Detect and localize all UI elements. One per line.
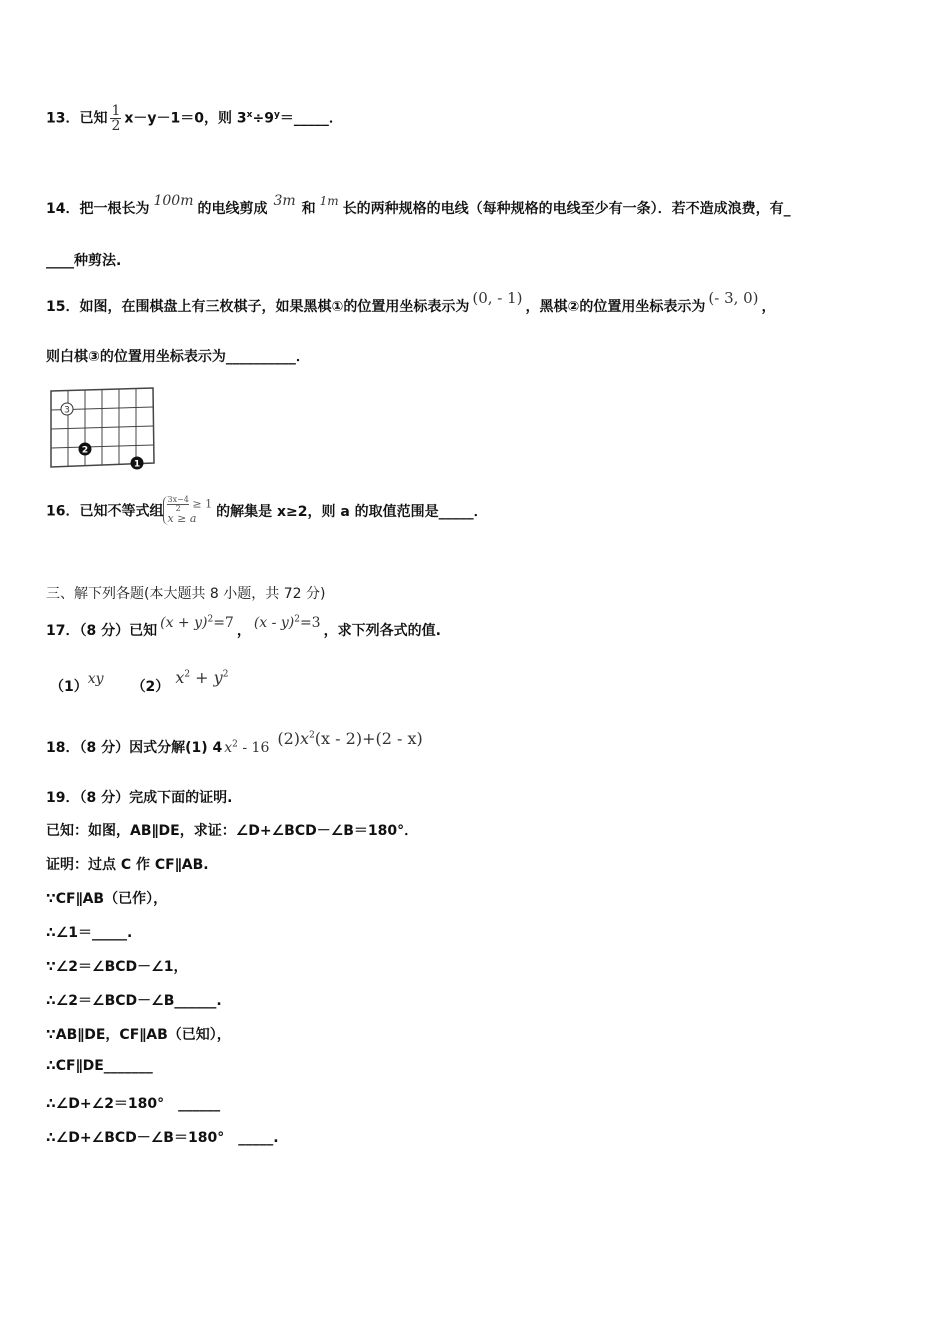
q18-expr1-exp: 2 — [232, 739, 238, 750]
q14-mid2: 和 — [301, 201, 316, 217]
q13-answer-blank: ＝_____． — [279, 110, 343, 127]
q17-part2-x: x — [175, 668, 185, 687]
question-14-line2: ____种剪法. — [46, 253, 122, 269]
question-14 — [46, 193, 791, 218]
q14-length-a: 3m — [273, 193, 296, 209]
question-15-line2: 则白棋③的位置用坐标表示为__________． — [46, 349, 310, 365]
proof-line-4: ∴∠1＝_____. — [46, 925, 133, 941]
q17-part2-label: （2） — [131, 679, 170, 695]
q15-coord-black-2: (- 3, 0) — [708, 289, 759, 307]
question-19-title: 19．（8 分）完成下面的证明. — [46, 790, 233, 806]
q16-tail: 的解集是 x≥2，则 a 的取值范围是_____． — [216, 503, 488, 520]
q16-inequality-system — [163, 496, 212, 525]
q17-part2-expr — [175, 668, 228, 687]
question-15 — [46, 289, 776, 316]
proof-line-6: ∴∠2＝∠BCD－∠B______. — [46, 993, 222, 1009]
question-16 — [46, 496, 488, 542]
proof-line-5: ∵∠2＝∠BCD－∠1， — [46, 959, 188, 975]
section-3-heading: 三、解下列各题(本大题共 8 小题，共 72 分) — [46, 586, 326, 602]
q14-length-total: 100m — [153, 193, 194, 209]
q16-prefix: 16．已知不等式组 — [46, 503, 164, 520]
q18-expr2-exp: 2 — [309, 730, 315, 741]
q17-eq1-exp: 2 — [207, 614, 214, 625]
q17-part2-y: y — [213, 668, 223, 687]
q13-sup-x: x — [246, 109, 253, 120]
q18-expr2-x: x — [300, 729, 310, 748]
proof-line-2: 证明：过点 C 作 CF∥AB. — [46, 857, 209, 873]
q14-prefix: 14．把一根长为 — [46, 201, 150, 217]
q18-expr2-rest: (x - 2)+(2 - x) — [314, 729, 423, 748]
q17-eq2-exp: 2 — [294, 614, 300, 625]
q16-ineq1-den: 2 — [175, 504, 181, 513]
q18-prefix: 18．（8 分）因式分解(1) 4 — [46, 740, 223, 756]
q18-expr1-rest: - 16 — [237, 740, 270, 756]
q13-equation: x－y－1＝0，则 3 — [124, 110, 247, 127]
q17-prefix: 17．（8 分）已知 — [46, 623, 158, 639]
q18-part2 — [277, 729, 422, 748]
q17-sep: ， — [236, 623, 251, 639]
q14-mid1: 的电线剪成 — [197, 201, 268, 217]
proof-line-1: 已知：如图，AB∥DE，求证：∠D+∠BCD－∠B＝180°． — [46, 823, 419, 839]
proof-line-3: ∵CF∥AB（已作）， — [46, 891, 168, 907]
q17-eq1-base: (x + y) — [160, 615, 208, 631]
q16-ineq1 — [167, 496, 212, 513]
go-board-grid — [51, 388, 154, 467]
q13-sup-y: y — [273, 109, 280, 120]
black-stone-2 — [79, 443, 92, 456]
proof-line-10: ∴∠D+∠BCD－∠B＝180° _____. — [46, 1130, 279, 1146]
question-17 — [46, 614, 441, 640]
q17-eq1-rhs: =7 — [213, 615, 234, 631]
q18-part2-label: (2) — [277, 729, 301, 748]
q17-part2-plus: + — [190, 668, 214, 687]
question-13 — [46, 104, 343, 133]
q15-prefix: 15．如图，在围棋盘上有三枚棋子，如果黑棋①的位置用坐标表示为 — [46, 299, 470, 315]
q17-tail: ，求下列各式的值. — [323, 623, 441, 639]
white-stone-3 — [61, 403, 73, 416]
q17-equation-2 — [254, 615, 321, 631]
proof-line-7: ∵AB∥DE，CF∥AB（已知）， — [46, 1027, 231, 1043]
go-board-figure — [47, 387, 159, 473]
q17-eq2-base: (x - y) — [253, 615, 295, 631]
q15-coord-black-1: (0, - 1) — [472, 289, 523, 307]
proof-line-8: ∴CF∥DE_______ — [46, 1058, 153, 1074]
black-stone-1-label: 1 — [133, 459, 141, 470]
q15-mid: ，黑棋②的位置用坐标表示为 — [525, 299, 706, 315]
q17-part1-expr: xy — [87, 671, 104, 687]
q14-length-b: 1m — [319, 194, 339, 208]
q17-part2-x-exp: 2 — [184, 669, 191, 680]
q16-ineq2: x ≥ a — [167, 512, 197, 525]
q13-fraction — [110, 104, 121, 133]
q14-tail: 长的两种规格的电线（每种规格的电线至少有一条）．若不造成浪费，有_ — [342, 201, 791, 217]
black-stone-1 — [131, 457, 144, 470]
q13-frac-den: 2 — [111, 118, 121, 134]
q17-equation-1 — [160, 615, 234, 631]
q18-expr1-x: x — [224, 740, 233, 756]
question-18 — [46, 729, 423, 757]
q16-ineq1-fraction — [167, 496, 188, 513]
question-17-parts — [50, 668, 229, 696]
q13-frac-num: 1 — [111, 103, 121, 119]
black-stone-2-label: 2 — [81, 445, 89, 456]
q17-part2-y-exp: 2 — [222, 669, 229, 680]
q17-part1-label: （1） — [50, 679, 88, 695]
proof-line-9: ∴∠D+∠2＝180° ______ — [46, 1096, 221, 1112]
q16-ineq1-num: 3x−4 — [167, 495, 189, 504]
q17-eq2-rhs: =3 — [299, 615, 321, 631]
white-stone-3-label: 3 — [64, 405, 70, 416]
q16-ineq1-rel: ≥ 1 — [192, 497, 213, 511]
q15-end: ， — [761, 299, 776, 315]
q13-prefix: 13．已知 — [46, 110, 108, 127]
q13-div: ÷9 — [252, 110, 274, 127]
